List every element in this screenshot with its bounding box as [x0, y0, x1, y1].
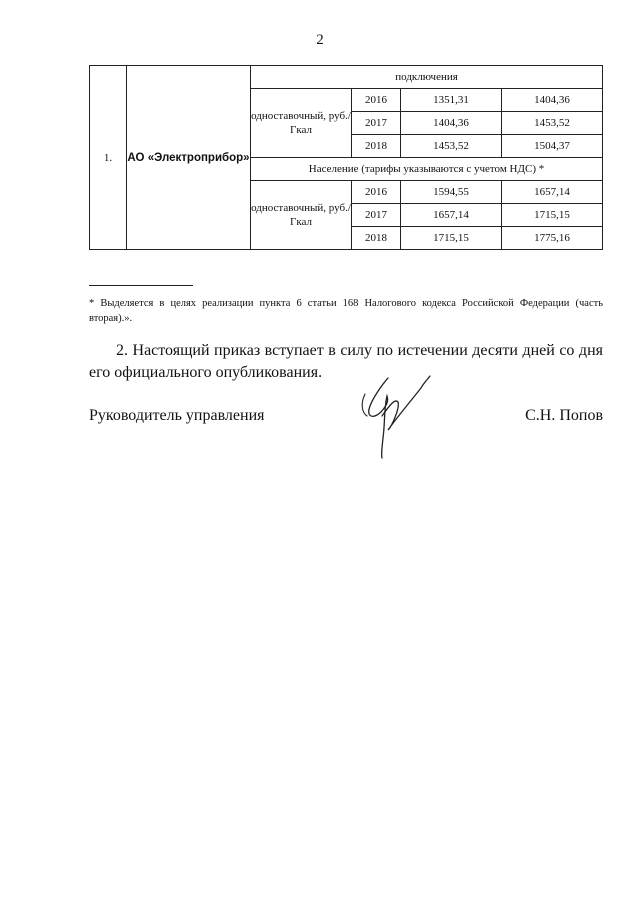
- value-cell: 1404,36: [502, 89, 603, 112]
- year-cell: 2016: [352, 181, 401, 204]
- value-cell: 1504,37: [502, 135, 603, 158]
- year-cell: 2017: [352, 204, 401, 227]
- tariff-table: [89, 65, 603, 250]
- footnote-divider: [89, 285, 193, 286]
- year-cell: 2017: [352, 112, 401, 135]
- table-row: [90, 66, 603, 89]
- value-cell: 1453,52: [401, 135, 502, 158]
- value-cell: 1657,14: [502, 181, 603, 204]
- page-number: 2: [316, 32, 324, 48]
- value-cell: 1775,16: [502, 227, 603, 250]
- organization-cell: АО «Электроприбор»: [127, 66, 251, 250]
- signatory-name: С.Н. Попов: [525, 407, 603, 424]
- value-cell: 1715,15: [502, 204, 603, 227]
- year-cell: 2018: [352, 135, 401, 158]
- section-header: Население (тарифы указываются с учетом НДС) *: [251, 158, 603, 181]
- signature-icon: [355, 372, 435, 462]
- value-cell: 1715,15: [401, 227, 502, 250]
- value-cell: 1657,14: [401, 204, 502, 227]
- section-header: подключения: [251, 66, 603, 89]
- clause-paragraph: 2. Настоящий приказ вступает в силу по истечении десяти дней со дня его официального опубликования.: [89, 342, 603, 381]
- unit-cell: одноставочный, руб./Гкал: [251, 89, 352, 158]
- signatory-title: Руководитель управления: [89, 407, 265, 424]
- value-cell: 1453,52: [502, 112, 603, 135]
- value-cell: 1351,31: [401, 89, 502, 112]
- year-cell: 2016: [352, 89, 401, 112]
- value-cell: 1594,55: [401, 181, 502, 204]
- footnote: * Выделяется в целях реализации пункта 6 статьи 168 Налогового кодекса Российской Федерации (часть вторая).».: [89, 298, 603, 324]
- value-cell: 1404,36: [401, 112, 502, 135]
- year-cell: 2018: [352, 227, 401, 250]
- unit-cell: одноставочный, руб./Гкал: [251, 181, 352, 250]
- row-number-cell: 1.: [90, 66, 127, 250]
